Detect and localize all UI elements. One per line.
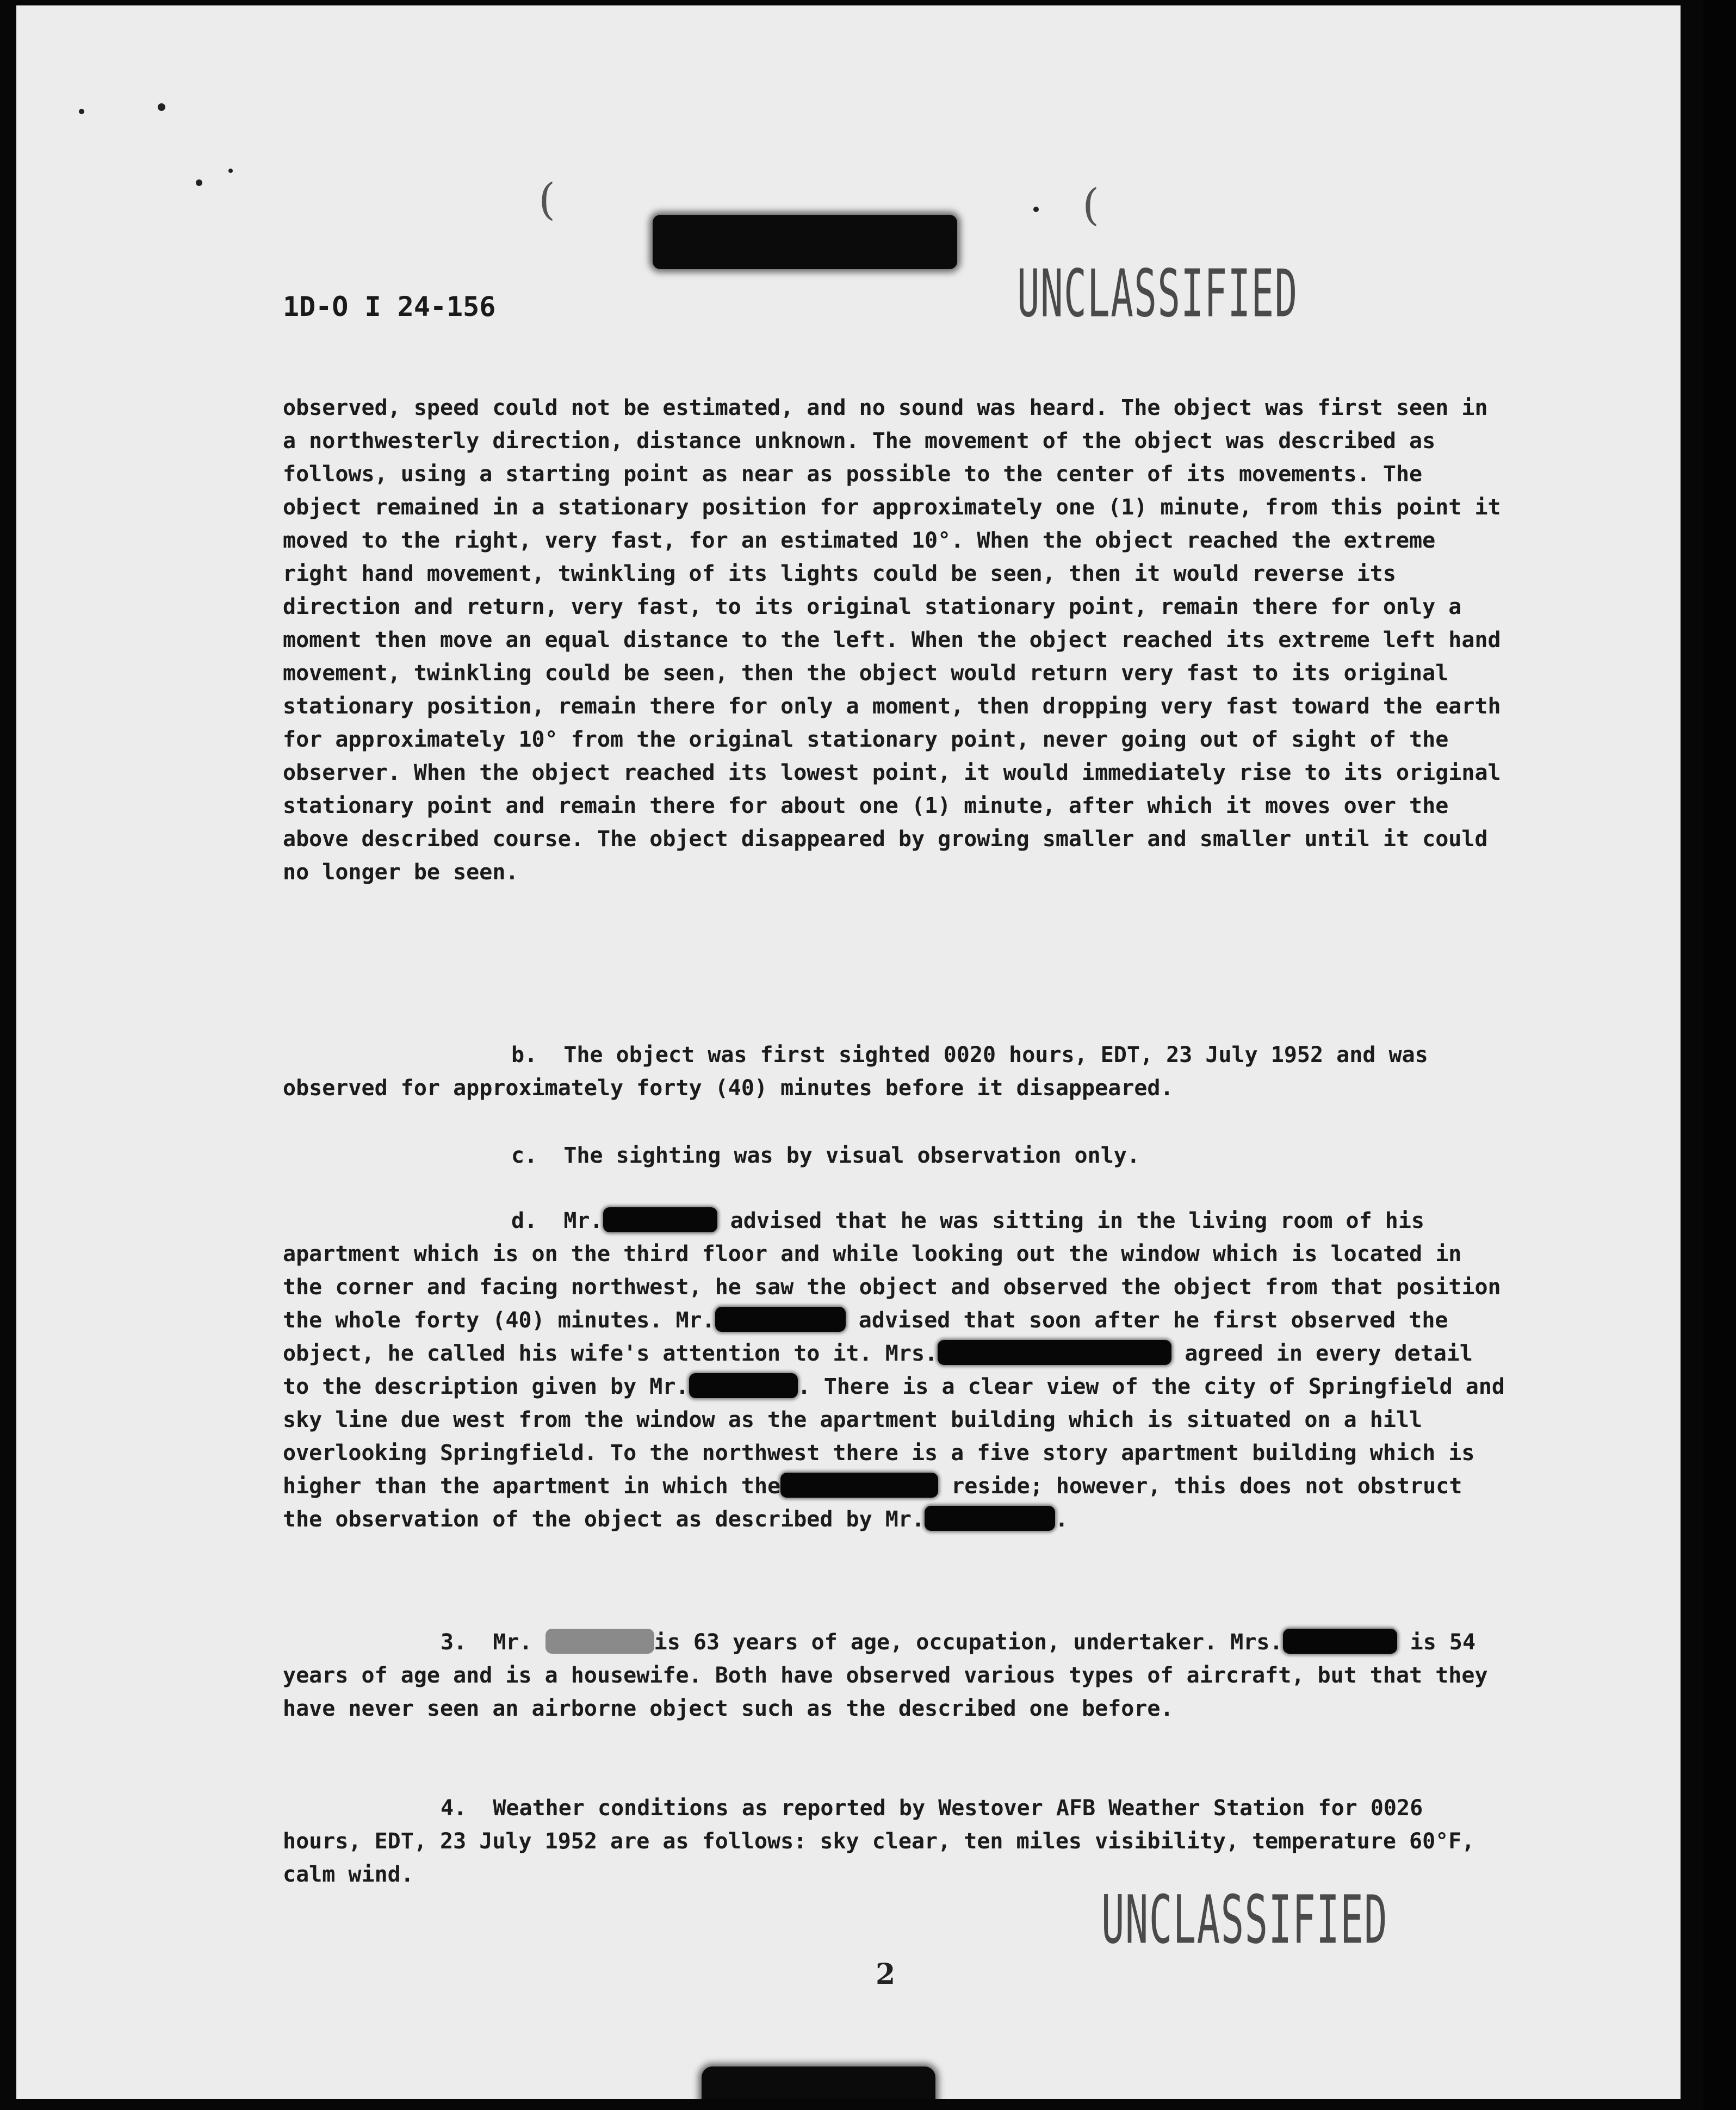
paragraph-3-text: is 54 years of age and is a housewife. Both have observed various types of aircraft, but that they have never seen an airborne object such as the described one before. bbox=[283, 1630, 1501, 1721]
scan-speck bbox=[196, 179, 202, 186]
document-page bbox=[16, 5, 1681, 2099]
scan-speck bbox=[228, 169, 233, 173]
paragraph-d-text: advised that he was sitting in the living room of his apartment which is on the third floor and while looking out the window which is located in the corner and facing northwest, he saw the object and observed the object from that position the whole forty (40) minutes. Mr. bbox=[283, 1208, 1514, 1333]
paragraph-3-text: is 63 years of age, occupation, undertaker. Mrs. bbox=[654, 1630, 1283, 1655]
margin-mark-icon: ( bbox=[538, 174, 556, 225]
paragraph-c bbox=[283, 1139, 1512, 1172]
paragraph-d-text: d. Mr. bbox=[511, 1208, 603, 1233]
classification-stamp-bottom: UNCLASSIFIED bbox=[1101, 1882, 1388, 1959]
paragraph-a-continued: observed, speed could not be estimated, and no sound was heard. The object was first seen in a northwesterly direction, distance unknown. The movement of the object was described as follows, using a starting point as near as possible to the center of its movements. The object remained in a stationary position for approximately one (1) minute, from this point it moved to the right, very fast, for an estimated 10°. When the object reached the extreme right hand movement, twinkling of its lights could be seen, then it would reverse its direction and return, very fast, to its original stationary point, remain there for only a moment then move an equal distance to the left. When the object reached its extreme left hand movement, twinkling could be seen, then the object would return very fast to its original stationary position, remain there for only a moment, then dropping very fast toward the earth for approximately 10° from the original stationary point, never going out of sight of the observer. When the object reached its lowest point, it would immediately rise to its original stationary point and remain there for about one (1) minute, after which it moves over the above described course. The object disappeared by growing smaller and smaller until it could no longer be seen. bbox=[283, 395, 1514, 885]
redacted-name bbox=[689, 1373, 798, 1398]
paragraph-4 bbox=[283, 1792, 1512, 1891]
margin-mark-icon: ( bbox=[1082, 179, 1100, 230]
paragraph-b bbox=[283, 1039, 1512, 1105]
redacted-name bbox=[938, 1340, 1171, 1365]
paragraph-4-text: 4. Weather conditions as reported by Westover AFB Weather Station for 0026 hours, EDT, 23 July 1952 are as follows: sky clear, ten miles visibility, temperature 60°F, calm wind. bbox=[283, 1796, 1488, 1887]
file-number: 1D-O I 24-156 bbox=[283, 291, 496, 322]
scan-border bbox=[1703, 0, 1736, 2110]
paragraph-d-text: . There is a clear view of the city of Springfield and sky line due west from the window as the apartment building which is situated on a hill overlooking Springfield. To the northwest there is a five story apartment building which is higher than the apartment in which the bbox=[283, 1374, 1518, 1499]
paragraph-d-text: agreed in every detail to the description given by Mr. bbox=[283, 1341, 1486, 1399]
paragraph-d-text: . bbox=[1055, 1507, 1069, 1532]
redacted-name bbox=[603, 1207, 717, 1232]
redacted-name bbox=[780, 1473, 938, 1498]
paragraph-d-text: advised that soon after he first observed the object, he called his wife's attention to it. Mrs. bbox=[283, 1308, 1461, 1366]
redacted-name bbox=[1283, 1629, 1397, 1654]
redacted-name bbox=[715, 1307, 846, 1332]
classification-stamp-top: UNCLASSIFIED bbox=[1017, 256, 1298, 332]
paragraph-c-text: c. The sighting was by visual observation only. bbox=[511, 1143, 1140, 1168]
scan-speck bbox=[79, 109, 84, 114]
paragraph-d-text: reside; however, this does not obstruct the observation of the object as described by Mr. bbox=[283, 1474, 1475, 1532]
paragraph-b-text: b. The object was first sighted 0020 hours, EDT, 23 July 1952 and was observed for approximately forty (40) minutes before it disappeared. bbox=[283, 1042, 1441, 1101]
paragraph-3-text: 3. Mr. bbox=[441, 1630, 545, 1655]
redaction-bar bbox=[702, 2066, 935, 2099]
scan-speck bbox=[1033, 207, 1039, 212]
page-number: 2 bbox=[876, 1958, 896, 1991]
paragraph-d bbox=[283, 1205, 1518, 1536]
paragraph-3 bbox=[283, 1626, 1512, 1726]
redaction-bar bbox=[653, 215, 957, 269]
scan-speck bbox=[158, 103, 165, 111]
redacted-name bbox=[545, 1629, 654, 1654]
redacted-name bbox=[925, 1506, 1055, 1531]
